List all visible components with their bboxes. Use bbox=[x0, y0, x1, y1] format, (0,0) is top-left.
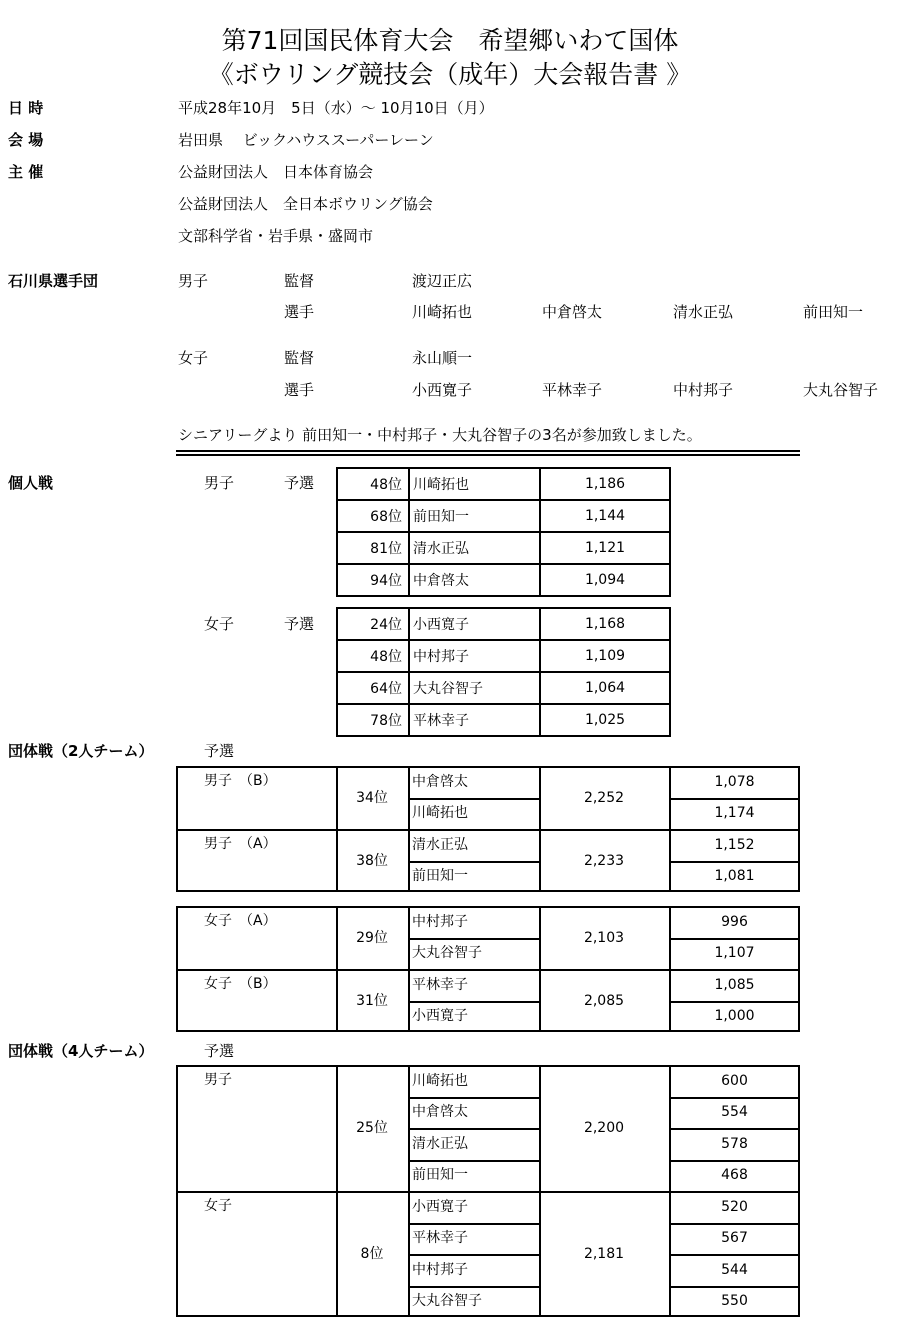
member-name: 中倉啓太 bbox=[412, 773, 468, 790]
member-score: 554 bbox=[721, 1104, 748, 1121]
table-row bbox=[337, 532, 670, 564]
venue-value: 岩田県 ビックハウススーパーレーン bbox=[178, 131, 434, 149]
member-name: 川崎拓也 bbox=[412, 1072, 468, 1089]
men-player: 清水正弘 bbox=[673, 303, 734, 321]
women-manager: 永山順一 bbox=[412, 349, 473, 367]
member-name: 小西寛子 bbox=[412, 1198, 468, 1215]
individual-women-table bbox=[336, 607, 671, 737]
score-cell: 1,186 bbox=[540, 468, 670, 500]
men-player: 中倉啓太 bbox=[542, 303, 603, 321]
member-score: 1,078 bbox=[714, 773, 755, 790]
team-rank: 25位 bbox=[356, 1120, 388, 1136]
individual-men-table bbox=[336, 467, 671, 597]
rank-cell: 94位 bbox=[337, 564, 409, 596]
rank-cell: 48位 bbox=[337, 468, 409, 500]
member-name: 大丸谷智子 bbox=[412, 945, 482, 962]
venue-label: 会 場 bbox=[8, 131, 44, 149]
team-rank: 38位 bbox=[356, 852, 388, 869]
team-rank: 34位 bbox=[356, 789, 388, 806]
team-rank: 29位 bbox=[356, 929, 388, 946]
name-cell: 平林幸子 bbox=[409, 704, 540, 736]
men-players-label: 選手 bbox=[284, 303, 315, 321]
doubles-label: 団体戦（2人チーム） bbox=[8, 742, 154, 760]
member-score: 520 bbox=[721, 1198, 748, 1215]
member-score: 468 bbox=[721, 1167, 748, 1184]
men-player: 前田知一 bbox=[803, 303, 864, 321]
name-cell: 小西寛子 bbox=[409, 608, 540, 640]
member-name: 前田知一 bbox=[412, 868, 468, 885]
date-value: 平成28年10月 5日（水）～ 10月10日（月） bbox=[178, 99, 494, 117]
women-player: 大丸谷智子 bbox=[803, 381, 879, 399]
teams4-round: 予選 bbox=[204, 1042, 235, 1060]
member-score: 996 bbox=[721, 913, 748, 930]
individual-women-gender: 女子 bbox=[204, 615, 235, 633]
individual-label: 個人戦 bbox=[8, 474, 54, 492]
team-name: 男子 bbox=[204, 1072, 232, 1088]
host-value-2: 公益財団法人 全日本ボウリング協会 bbox=[178, 195, 433, 213]
individual-men-round: 予選 bbox=[284, 474, 315, 492]
name-cell: 中倉啓太 bbox=[409, 564, 540, 596]
individual-men-gender: 男子 bbox=[204, 474, 235, 492]
rank-cell: 68位 bbox=[337, 500, 409, 532]
rank-cell: 24位 bbox=[337, 608, 409, 640]
team-rank: 31位 bbox=[356, 992, 388, 1009]
member-score: 1,000 bbox=[714, 1008, 755, 1025]
women-manager-label: 監督 bbox=[284, 349, 315, 367]
name-cell: 大丸谷智子 bbox=[409, 672, 540, 704]
member-name: 清水正弘 bbox=[412, 1135, 468, 1152]
member-name: 中倉啓太 bbox=[412, 1104, 468, 1121]
date-label: 日 時 bbox=[8, 99, 44, 117]
report-title: 第71回国民体育大会 希望郷いわて国体 bbox=[221, 26, 679, 55]
teams4-label: 団体戦（4人チーム） bbox=[8, 1042, 154, 1060]
member-name: 平林幸子 bbox=[412, 976, 468, 993]
women-player: 中村邦子 bbox=[673, 381, 734, 399]
table-row bbox=[337, 564, 670, 596]
rank-cell: 64位 bbox=[337, 672, 409, 704]
team-name: 女子 （A） bbox=[204, 913, 277, 929]
women-player: 平林幸子 bbox=[542, 381, 603, 399]
score-cell: 1,168 bbox=[540, 608, 670, 640]
senior-note: シニアリーグより 前田知一・中村邦子・大丸谷智子の3名が参加致しました。 bbox=[178, 426, 702, 444]
table-row bbox=[337, 468, 670, 500]
divider-double-line bbox=[176, 454, 800, 456]
name-cell: 清水正弘 bbox=[409, 532, 540, 564]
men-player: 川崎拓也 bbox=[412, 303, 473, 321]
team-name: 男子 （B） bbox=[204, 773, 277, 789]
member-score: 1,152 bbox=[714, 836, 755, 853]
name-cell: 中村邦子 bbox=[409, 640, 540, 672]
member-name: 中村邦子 bbox=[412, 913, 468, 930]
host-label: 主 催 bbox=[8, 163, 44, 181]
women-players-label: 選手 bbox=[284, 381, 315, 399]
member-name: 清水正弘 bbox=[412, 836, 468, 853]
individual-women-round: 予選 bbox=[284, 615, 315, 633]
team-name: 女子 （B） bbox=[204, 976, 277, 992]
men-manager-label: 監督 bbox=[284, 272, 315, 290]
rank-cell: 81位 bbox=[337, 532, 409, 564]
rank-cell: 78位 bbox=[337, 704, 409, 736]
team-name: 男子 （A） bbox=[204, 836, 277, 852]
team-total: 2,200 bbox=[583, 1120, 625, 1136]
member-name: 大丸谷智子 bbox=[412, 1293, 482, 1310]
team-name: 女子 bbox=[204, 1198, 232, 1214]
table-row bbox=[337, 672, 670, 704]
team-rank: 8位 bbox=[360, 1246, 384, 1262]
doubles-round: 予選 bbox=[204, 742, 235, 760]
score-cell: 1,094 bbox=[540, 564, 670, 596]
table-row bbox=[337, 608, 670, 640]
member-score: 1,107 bbox=[714, 945, 755, 962]
member-score: 600 bbox=[721, 1072, 748, 1089]
rank-cell: 48位 bbox=[337, 640, 409, 672]
name-cell: 前田知一 bbox=[409, 500, 540, 532]
team-total: 2,252 bbox=[583, 789, 625, 806]
team-total: 2,085 bbox=[583, 992, 625, 1009]
member-score: 1,174 bbox=[714, 805, 755, 822]
team-total: 2,233 bbox=[583, 852, 625, 869]
score-cell: 1,064 bbox=[540, 672, 670, 704]
men-gender: 男子 bbox=[178, 272, 209, 290]
member-name: 中村邦子 bbox=[412, 1261, 468, 1278]
delegation-label: 石川県選手団 bbox=[8, 272, 99, 290]
divider-double-line bbox=[176, 450, 800, 452]
member-score: 1,085 bbox=[714, 976, 755, 993]
member-score: 578 bbox=[721, 1135, 748, 1152]
score-cell: 1,025 bbox=[540, 704, 670, 736]
report-subtitle: 《ボウリング競技会（成年）大会報告書 》 bbox=[208, 60, 692, 89]
men-manager: 渡辺正広 bbox=[412, 272, 473, 290]
member-name: 川崎拓也 bbox=[412, 805, 468, 822]
member-name: 小西寛子 bbox=[412, 1008, 468, 1025]
host-value-1: 公益財団法人 日本体育協会 bbox=[178, 163, 374, 181]
host-value-3: 文部科学省・岩手県・盛岡市 bbox=[178, 227, 374, 245]
table-row bbox=[337, 500, 670, 532]
score-cell: 1,109 bbox=[540, 640, 670, 672]
score-cell: 1,121 bbox=[540, 532, 670, 564]
name-cell: 川崎拓也 bbox=[409, 468, 540, 500]
table-row bbox=[337, 640, 670, 672]
member-score: 1,081 bbox=[714, 868, 755, 885]
member-name: 前田知一 bbox=[412, 1167, 468, 1184]
team-total: 2,181 bbox=[583, 1246, 625, 1262]
women-player: 小西寛子 bbox=[412, 381, 473, 399]
member-score: 544 bbox=[721, 1261, 748, 1278]
score-cell: 1,144 bbox=[540, 500, 670, 532]
member-score: 567 bbox=[721, 1230, 748, 1247]
table-row bbox=[337, 704, 670, 736]
member-score: 550 bbox=[721, 1293, 748, 1310]
women-gender: 女子 bbox=[178, 349, 209, 367]
member-name: 平林幸子 bbox=[412, 1230, 468, 1247]
team-total: 2,103 bbox=[583, 929, 625, 946]
